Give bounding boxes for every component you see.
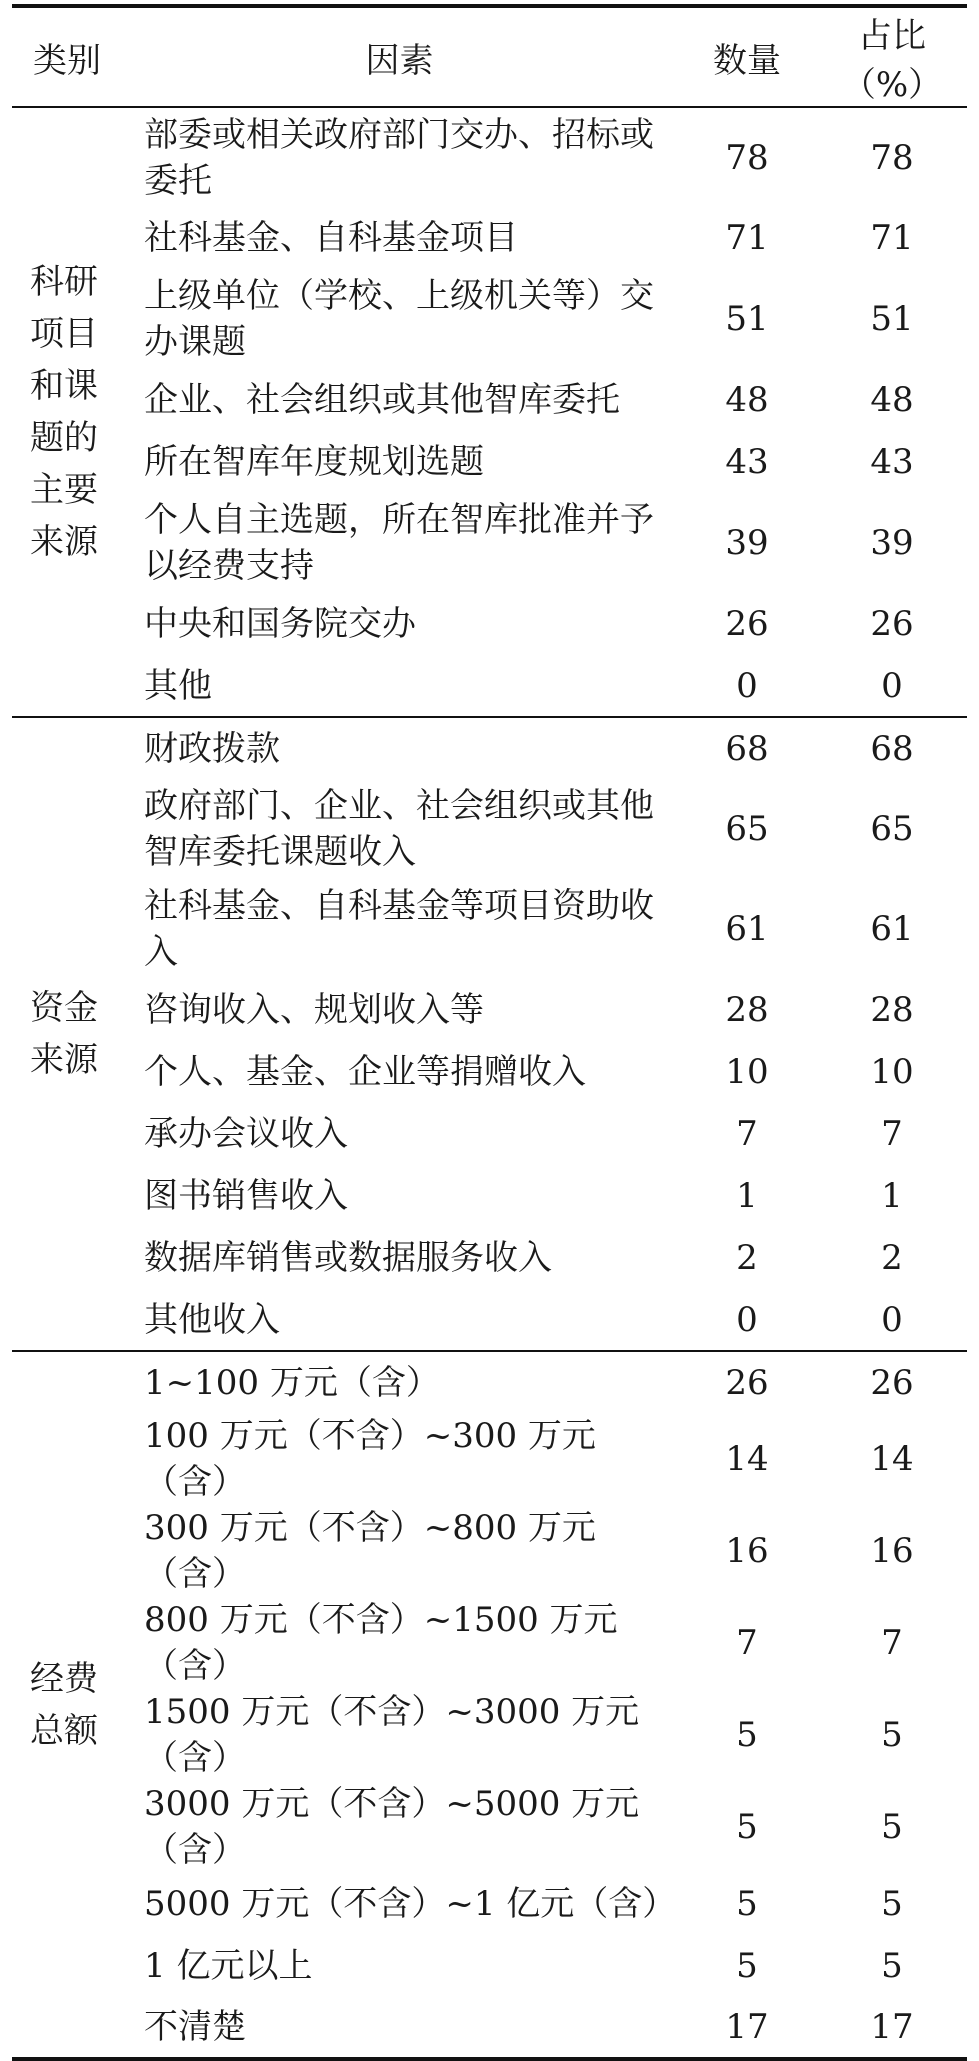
percent-cell: 5: [881, 1884, 903, 1924]
count-cell: 5: [736, 1807, 758, 1847]
table-row: [12, 493, 967, 593]
header-category: 类别: [33, 40, 101, 81]
group-category-cell: [12, 107, 122, 717]
header-count: 数量: [713, 40, 781, 81]
factor-cell: 1500 万元（不含）~3000 万元（含）: [144, 1692, 640, 1778]
factor-cell: 3000 万元（不含）~5000 万元（含）: [144, 1784, 640, 1870]
count-cell: 43: [725, 442, 769, 482]
factor-cell: 政府部门、企业、社会组织或其他智库委托课题收入: [144, 786, 654, 872]
header-factor: 因素: [365, 40, 434, 81]
group-research-sources: [12, 107, 967, 717]
table-row: [12, 1597, 967, 1689]
table-row: [12, 1997, 967, 2059]
percent-cell: 43: [870, 442, 914, 482]
percent-cell: 78: [870, 137, 914, 178]
percent-cell: 65: [870, 809, 914, 849]
percent-cell: 10: [870, 1052, 914, 1092]
table-row: [12, 979, 967, 1041]
header-percent: 占比（%）: [841, 16, 943, 105]
count-cell: 14: [725, 1439, 769, 1479]
factor-cell: 个人自主选题，所在智库批准并予以经费支持: [144, 500, 654, 586]
count-cell: 71: [725, 218, 769, 258]
percent-cell: 2: [881, 1238, 903, 1278]
group-funding-sources: [12, 717, 967, 1351]
table-header: [12, 6, 967, 107]
table-row: [12, 1505, 967, 1597]
factor-cell: 5000 万元（不含）~1 亿元（含）: [144, 1884, 677, 1924]
count-cell: 16: [725, 1531, 769, 1571]
count-cell: 26: [725, 1362, 769, 1403]
group-category-label: 科研项目和课题的主要来源: [30, 262, 98, 562]
count-cell: 68: [725, 728, 769, 769]
table-row: [12, 1289, 967, 1351]
percent-cell: 26: [870, 1362, 914, 1403]
count-cell: 51: [725, 299, 769, 339]
count-cell: 7: [736, 1623, 758, 1663]
count-cell: 10: [725, 1052, 769, 1092]
table-row: [12, 1689, 967, 1781]
factor-cell: 社科基金、自科基金等项目资助收入: [144, 886, 654, 972]
group-category-label: 资金来源: [30, 988, 98, 1080]
factor-cell: 图书销售收入: [144, 1176, 348, 1216]
factor-cell: 个人、基金、企业等捐赠收入: [144, 1052, 586, 1092]
table-row: [12, 369, 967, 431]
table-row: [12, 779, 967, 879]
percent-cell: 28: [870, 990, 914, 1030]
count-cell: 39: [725, 523, 769, 563]
group-category-cell: [12, 1351, 122, 2059]
statistics-table: [12, 4, 967, 2061]
factor-cell: 不清楚: [144, 2007, 246, 2047]
group-category-cell: [12, 717, 122, 1351]
count-cell: 78: [725, 137, 769, 178]
factor-cell: 承办会议收入: [144, 1114, 348, 1154]
table-row: [12, 879, 967, 979]
count-cell: 61: [725, 909, 769, 949]
count-cell: 17: [725, 2007, 769, 2047]
factor-cell: 数据库销售或数据服务收入: [144, 1238, 552, 1278]
count-cell: 26: [725, 604, 769, 644]
percent-cell: 5: [881, 1946, 903, 1986]
percent-cell: 7: [881, 1623, 903, 1663]
table-row: [12, 1935, 967, 1997]
count-cell: 5: [736, 1946, 758, 1986]
count-cell: 65: [725, 809, 769, 849]
percent-cell: 16: [870, 1531, 914, 1571]
factor-cell: 上级单位（学校、上级机关等）交办课题: [144, 276, 654, 362]
header-row: [12, 6, 967, 107]
count-cell: 2: [736, 1238, 758, 1278]
factor-cell: 1~100 万元（含）: [144, 1362, 440, 1403]
percent-cell: 26: [870, 604, 914, 644]
table-row: [12, 107, 967, 207]
table-row: [12, 1041, 967, 1103]
count-cell: 48: [725, 380, 769, 420]
count-cell: 28: [725, 990, 769, 1030]
count-cell: 5: [736, 1715, 758, 1755]
factor-cell: 其他: [144, 665, 212, 706]
count-cell: 7: [736, 1114, 758, 1154]
percent-cell: 5: [881, 1807, 903, 1847]
count-cell: 0: [736, 1299, 758, 1340]
factor-cell: 部委或相关政府部门交办、招标或委托: [144, 114, 654, 201]
table-row: [12, 1103, 967, 1165]
percent-cell: 1: [881, 1176, 903, 1216]
table-row: [12, 269, 967, 369]
table-row: [12, 1165, 967, 1227]
table-row: [12, 431, 967, 493]
percent-cell: 7: [881, 1114, 903, 1154]
percent-cell: 68: [870, 728, 914, 769]
percent-cell: 61: [870, 909, 914, 949]
factor-cell: 咨询收入、规划收入等: [144, 990, 484, 1030]
factor-cell: 社科基金、自科基金项目: [144, 218, 518, 258]
percent-cell: 5: [881, 1715, 903, 1755]
percent-cell: 0: [881, 1299, 903, 1340]
factor-cell: 其他收入: [144, 1299, 280, 1340]
count-cell: 1: [736, 1176, 758, 1216]
group-total-funding: [12, 1351, 967, 2059]
factor-cell: 所在智库年度规划选题: [144, 442, 484, 482]
table-row: [12, 655, 967, 717]
table-row: [12, 1413, 967, 1505]
group-category-label: 经费总额: [30, 1658, 98, 1751]
count-cell: 0: [736, 665, 758, 706]
table-row: [12, 1227, 967, 1289]
percent-cell: 14: [870, 1439, 914, 1479]
factor-cell: 100 万元（不含）~300 万元（含）: [144, 1416, 596, 1502]
factor-cell: 中央和国务院交办: [144, 604, 416, 644]
percent-cell: 48: [870, 380, 914, 420]
table-row: [12, 717, 967, 779]
table-row: [12, 1873, 967, 1935]
table-row: [12, 207, 967, 269]
percent-cell: 51: [870, 299, 914, 339]
factor-cell: 300 万元（不含）~800 万元（含）: [144, 1508, 596, 1594]
factor-cell: 财政拨款: [144, 728, 280, 769]
factor-cell: 800 万元（不含）~1500 万元（含）: [144, 1600, 618, 1686]
factor-cell: 企业、社会组织或其他智库委托: [144, 380, 620, 420]
count-cell: 5: [736, 1884, 758, 1924]
factor-cell: 1 亿元以上: [144, 1946, 313, 1986]
table-row: [12, 593, 967, 655]
table-row: [12, 1781, 967, 1873]
percent-cell: 0: [881, 665, 903, 706]
percent-cell: 39: [870, 523, 914, 563]
percent-cell: 17: [870, 2007, 914, 2047]
percent-cell: 71: [870, 218, 914, 258]
table-row: [12, 1351, 967, 1413]
